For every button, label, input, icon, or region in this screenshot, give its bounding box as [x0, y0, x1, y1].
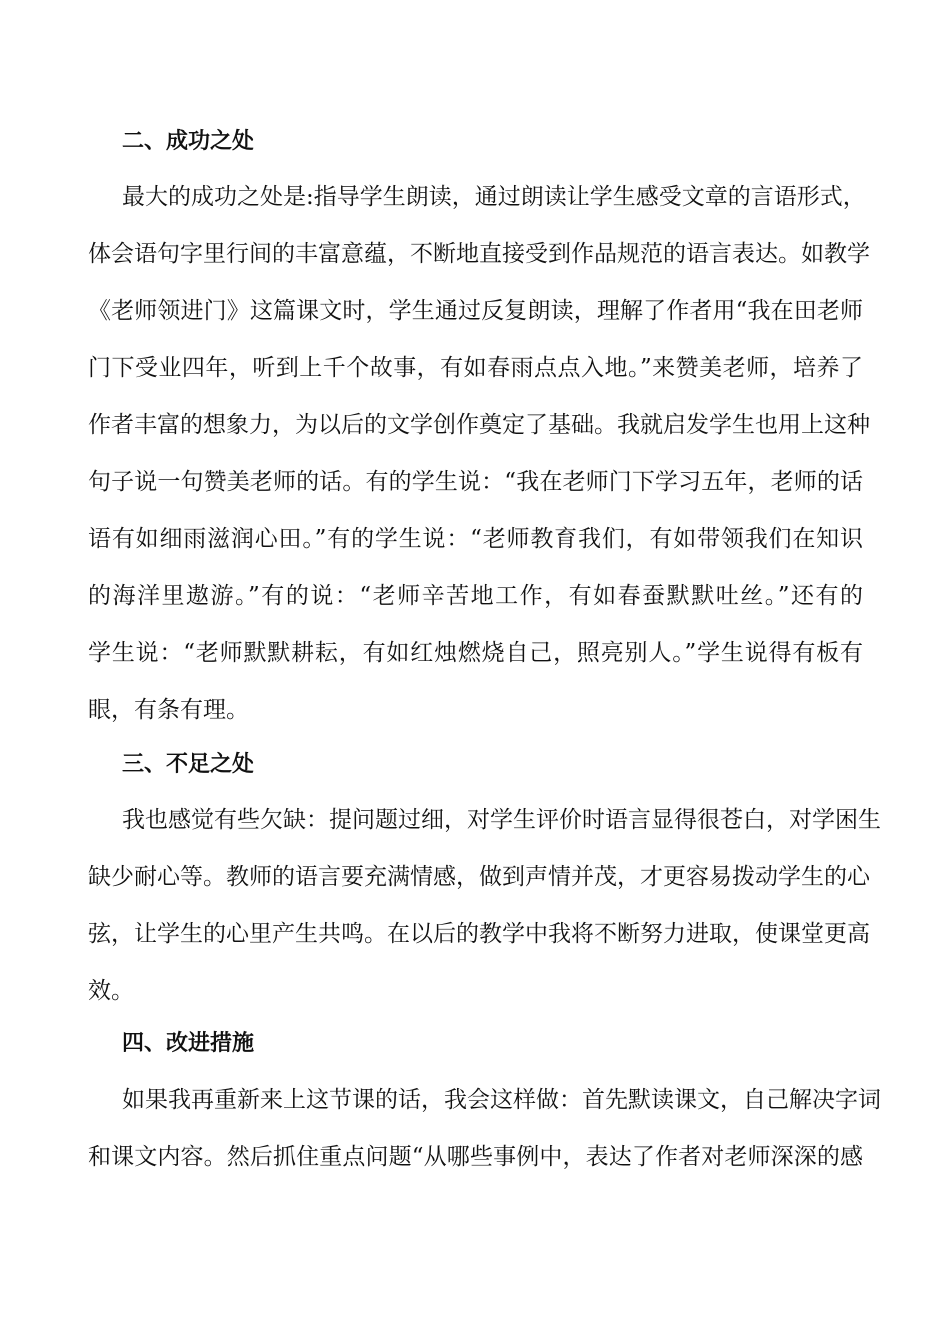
paragraph-line: 《老师领进门》这篇课文时，学生通过反复朗读，理解了作者用“我在田老师 — [88, 298, 863, 324]
paragraph-line: 弦，让学生的心里产生共鸣。在以后的教学中我将不断努力进取，使课堂更高 — [88, 921, 870, 947]
paragraph-line: 最大的成功之处是:指导学生朗读，通过朗读让学生感受文章的言语形式， — [122, 184, 866, 210]
paragraph-line: 门下受业四年，听到上千个故事，有如春雨点点入地。”来赞美老师，培养了 — [88, 355, 863, 381]
paragraph-line: 和课文内容。然后抓住重点问题“从哪些事例中，表达了作者对老师深深的感 — [88, 1144, 863, 1170]
paragraph-line: 语有如细雨滋润心田。”有的学生说：“老师教育我们，有如带领我们在知识 — [88, 526, 863, 552]
paragraph-line: 效。 — [88, 978, 134, 1004]
paragraph-line: 的海洋里遨游。”有的说：“老师辛苦地工作，有如春蚕默默吐丝。”还有的 — [88, 583, 863, 609]
paragraph-line: 缺少耐心等。教师的语言要充满情感，做到声情并茂，才更容易拨动学生的心 — [88, 864, 870, 890]
section-heading-shortcomings: 三、不足之处 — [122, 751, 255, 777]
paragraph-line: 如果我再重新来上这节课的话，我会这样做：首先默读课文，自己解决字词 — [122, 1087, 881, 1113]
section-heading-success: 二、成功之处 — [122, 128, 255, 154]
section-heading-improvements: 四、改进措施 — [122, 1030, 255, 1056]
paragraph-line: 眼，有条有理。 — [88, 697, 249, 723]
paragraph-line: 作者丰富的想象力，为以后的文学创作奠定了基础。我就启发学生也用上这种 — [88, 412, 870, 438]
paragraph-line: 句子说一句赞美老师的话。有的学生说：“我在老师门下学习五年，老师的话 — [88, 469, 863, 495]
paragraph-line: 我也感觉有些欠缺：提问题过细，对学生评价时语言显得很苍白，对学困生 — [122, 807, 881, 833]
paragraph-line: 学生说：“老师默默耕耘，有如红烛燃烧自己，照亮别人。”学生说得有板有 — [88, 640, 863, 666]
paragraph-line: 体会语句字里行间的丰富意蕴，不断地直接受到作品规范的语言表达。如教学 — [88, 241, 870, 267]
